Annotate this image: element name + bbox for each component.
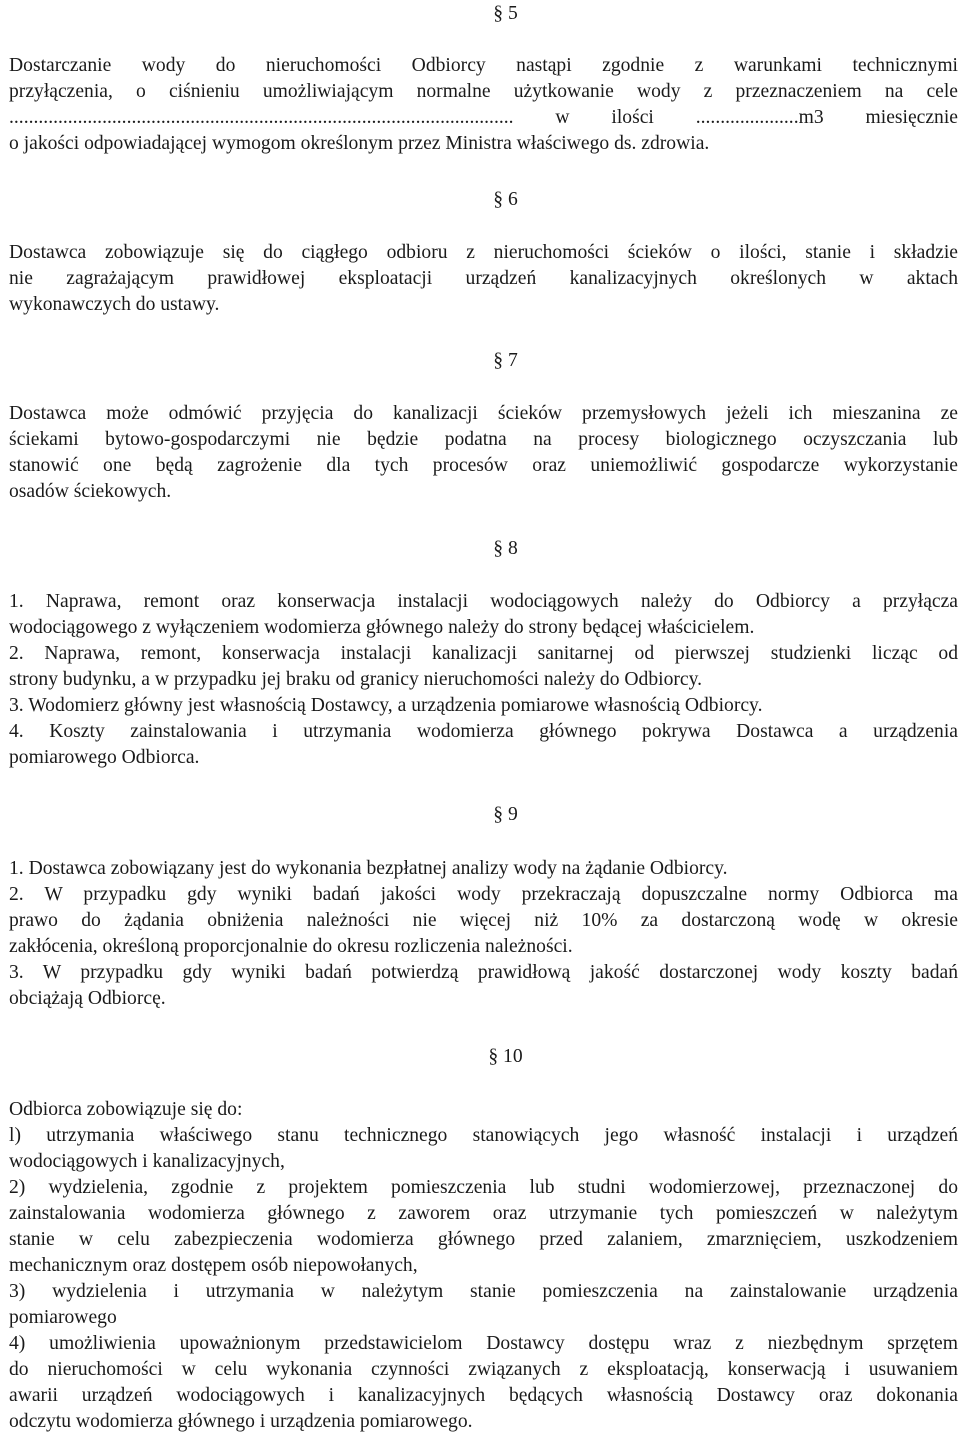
s8-line-4: strony budynku, a w przypadku jej braku od granicy nieruchomości należy do Odbiorcy. <box>9 669 703 690</box>
s9-line-1: 1. Dostawca zobowiązany jest do wykonania bezpłatnej analizy wody na żądanie Odbiorcy. <box>9 858 728 879</box>
s10-line-2: l) utrzymania właściwego stanu technicznego stanowiących jego własność instalacji i urządzeń <box>9 1125 958 1146</box>
section-8-body <box>9 589 958 771</box>
s5-line-2: przyłączenia, o ciśnieniu umożliwiającym normalne użytkowanie wody z przeznaczeniem na cele <box>9 81 958 102</box>
section-5-body <box>9 53 958 157</box>
section-heading-9: § 9 <box>493 804 518 825</box>
section-heading-5: § 5 <box>493 3 518 24</box>
s6-line-2: nie zagrażającym prawidłowej eksploatacji urządzeń kanalizacyjnych określonych w aktach <box>9 268 958 289</box>
section-9-body <box>9 856 958 1012</box>
s10-line-3: wodociągowych i kanalizacyjnych, <box>9 1151 285 1172</box>
s10-line-10: 4) umożliwienia upoważnionym przedstawicielom Dostawcy dostępu wraz z niezbędnym sprzętem <box>9 1333 958 1354</box>
s8-line-5: 3. Wodomierz główny jest własnością Dostawcy, a urządzenia pomiarowe własnością Odbiorcy. <box>9 695 763 716</box>
s9-line-4: zakłócenia, określoną proporcjonalnie do okresu rozliczenia należności. <box>9 936 573 957</box>
section-10-body <box>9 1097 958 1435</box>
s8-line-3: 2. Naprawa, remont, konserwacja instalacji kanalizacji sanitarnej od pierwszej studzienki licząc od <box>9 643 958 664</box>
s10-line-12: awarii urządzeń wodociągowych i kanalizacyjnych będących własnością Dostawcy oraz dokonania <box>9 1385 958 1406</box>
section-heading-6: § 6 <box>493 189 518 210</box>
s10-line-7: mechanicznym oraz dostępem osób niepowołanych, <box>9 1255 418 1276</box>
s8-line-7: pomiarowego Odbiorca. <box>9 747 200 768</box>
s10-line-13: odczytu wodomierza głównego i urządzenia pomiarowego. <box>9 1411 473 1432</box>
section-heading-7: § 7 <box>493 350 518 371</box>
s5-line-1: Dostarczanie wody do nieruchomości Odbiorcy nastąpi zgodnie z warunkami technicznymi <box>9 55 958 76</box>
s7-line-3: stanowić one będą zagrożenie dla tych procesów oraz uniemożliwić gospodarcze wykorzystanie <box>9 455 958 476</box>
section-heading-8: § 8 <box>493 538 518 559</box>
s10-line-11: do nieruchomości w celu wykonania czynności związanych z eksploatacją, konserwacją i usuwaniem <box>9 1359 958 1380</box>
section-7-body <box>9 401 958 505</box>
s5-line-3: ....................................................................................................... w ilości .....................m3 miesięcznie <box>9 107 958 128</box>
s7-line-2: ściekami bytowo-gospodarczymi nie będzie podatna na procesy biologicznego oczyszczania lub <box>9 429 958 450</box>
s8-line-6: 4. Koszty zainstalowania i utrzymania wodomierza głównego pokrywa Dostawca a urządzenia <box>9 721 958 742</box>
s7-line-1: Dostawca może odmówić przyjęcia do kanalizacji ścieków przemysłowych jeżeli ich mieszanina ze <box>9 403 958 424</box>
s10-line-9: pomiarowego <box>9 1307 117 1328</box>
section-heading-10: § 10 <box>488 1046 523 1067</box>
s9-line-3: prawo do żądania obniżenia należności nie więcej niż 10% za dostarczoną wodę w okresie <box>9 910 958 931</box>
s8-line-1: 1. Naprawa, remont oraz konserwacja instalacji wodociągowych należy do Odbiorcy a przyłącza <box>9 591 958 612</box>
section-6-body <box>9 240 958 318</box>
s7-line-4: osadów ściekowych. <box>9 481 172 502</box>
s8-line-2: wodociągowego z wyłączeniem wodomierza głównego należy do strony będącej właścicielem. <box>9 617 755 638</box>
s9-line-6: obciążają Odbiorcę. <box>9 988 166 1009</box>
s10-line-5: zainstalowania wodomierza głównego z zaworem oraz utrzymanie tych pomieszczeń w należytym <box>9 1203 958 1224</box>
s6-line-1: Dostawca zobowiązuje się do ciągłego odbioru z nieruchomości ścieków o ilości, stanie i składzie <box>9 242 958 263</box>
s10-line-4: 2) wydzielenia, zgodnie z projektem pomieszczenia lub studni wodomierzowej, przeznaczonej do <box>9 1177 958 1198</box>
s10-line-6: stanie w celu zabezpieczenia wodomierza głównego przed zalaniem, zmarznięciem, uszkodzeniem <box>9 1229 958 1250</box>
s10-line-8: 3) wydzielenia i utrzymania w należytym stanie pomieszczenia na zainstalowanie urządzenia <box>9 1281 958 1302</box>
s9-line-5: 3. W przypadku gdy wyniki badań potwierdzą prawidłową jakość dostarczonej wody koszty badań <box>9 962 958 983</box>
s9-line-2: 2. W przypadku gdy wyniki badań jakości wody przekraczają dopuszczalne normy Odbiorca ma <box>9 884 958 905</box>
s10-intro: Odbiorca zobowiązuje się do: <box>9 1099 243 1120</box>
s6-line-3: wykonawczych do ustawy. <box>9 294 220 315</box>
s5-line-4: o jakości odpowiadającej wymogom określonym przez Ministra właściwego ds. zdrowia. <box>9 133 710 154</box>
